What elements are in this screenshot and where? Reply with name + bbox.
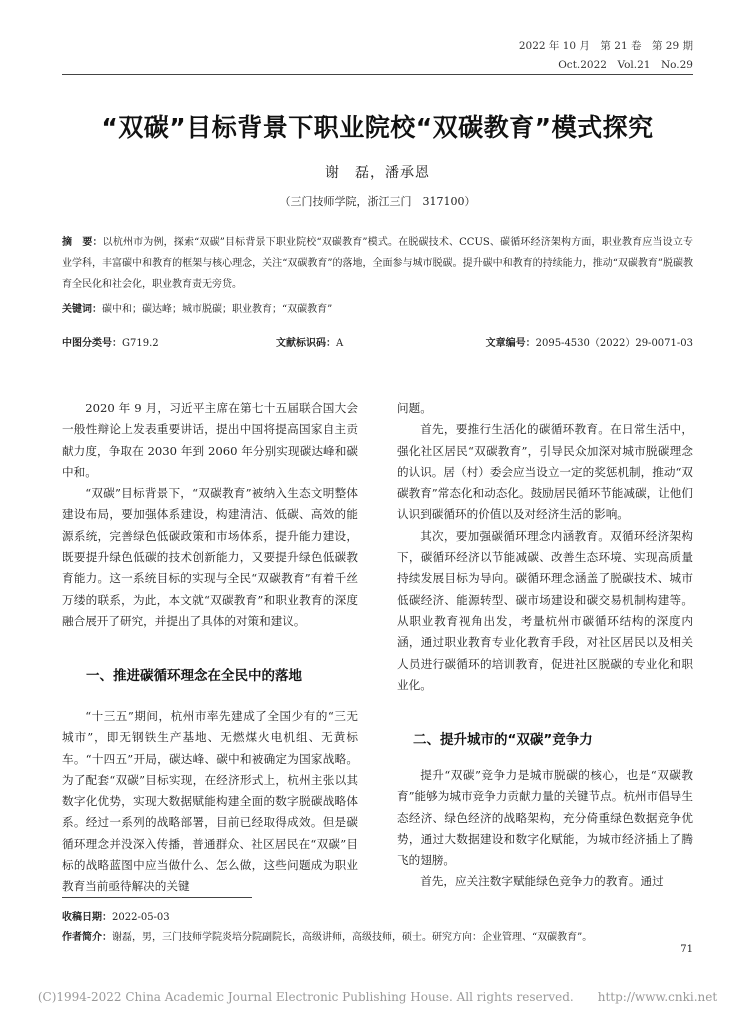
document-code: [276, 334, 343, 349]
abstract: [62, 232, 693, 295]
received-value: 2022-05-03: [112, 912, 170, 923]
keywords: [62, 300, 332, 315]
received-label: 收稿日期：: [62, 912, 112, 923]
left-column-intro: [62, 398, 358, 632]
section-heading-1: 一、推进碳循环理念在全民中的落地: [86, 668, 302, 684]
authors: 谢 磊，潘承恩: [325, 165, 430, 181]
paper-title: “双碳”目标背景下职业院校“双碳教育”模式探究: [101, 113, 654, 142]
author-bio: [62, 928, 592, 943]
abstract-label: 摘 要：: [62, 237, 103, 248]
right-column-body: [397, 765, 693, 893]
keywords-text: 碳中和；碳达峰；城市脱碳；职业教育；“双碳教育”: [102, 304, 333, 315]
footnote-rule: [62, 897, 252, 898]
clc-number: [62, 334, 159, 349]
bio-value: 谢磊，男，三门技师学院炎培分院副院长，高级讲师，高级技师，硕士。研究方向：企业管理、“双碳教育”。: [112, 932, 593, 943]
paragraph: 首先，应关注数字赋能绿色竞争力的教育。通过: [420, 874, 664, 889]
doc-value: A: [336, 338, 344, 349]
abstract-text: 以杭州市为例，探索“双碳”目标背景下职业院校“双碳教育”模式。在脱碳技术、CCUS、碳循环经济架构方面，职业教育应当设立专业学科，丰富碳中和教育的框架与核心理念，关注“双碳教育”的落地，全面参与城市脱碳。提升碳中和教育的持续能力，推动“双碳教育”脱碳教育全民化和社会化，职业教育责无旁贷。: [62, 237, 694, 290]
art-value: 2095-4530（2022）29-0071-03: [535, 338, 693, 349]
bio-label: 作者简介：: [62, 932, 112, 943]
paragraph: 首先，要推行生活化的碳循环教育。在日常生活中，强化社区居民“双碳教育”，引导民众加深对城市脱碳理念的认识。居（村）委会应当设立一定的奖惩机制，推动“双碳教育”常态化和动态化。鼓励居民循环节能减碳，让他们认识到碳循环的价值以及对经济生活的影响。: [397, 422, 693, 522]
left-column-body: [62, 706, 358, 898]
journal-issue-cn: 2022 年 10 月 第 21 卷 第 29 期: [518, 40, 693, 52]
affiliation: （三门技师学院，浙江三门 317100）: [279, 195, 476, 208]
copyright-notice: (C)1994-2022 China Academic Journal Electronic Publishing House. All rights reserved. http://www.cnki.net: [37, 990, 718, 1004]
paragraph: “双碳”目标背景下，“双碳教育”被纳入生态文明整体建设布局，要加强体系建设，构建清洁、低碳、高效的能源系统，完善绿色低碳政策和市场体系，提升能力建设，既要提升绿色低碳的技术创新能力，又要提升绿色低碳教育能力。这一系统目标的实现与全民“双碳教育”有着千丝万缕的联系，为此，本文就“双碳教育”和职业教育的深度融合展开了研究，并提出了具体的对策和建议。: [62, 486, 358, 628]
section-heading-2: 二、提升城市的“双碳”竞争力: [413, 732, 593, 748]
paragraph: “十三五”期间，杭州市率先建成了全国少有的“三无城市”，即无钢铁生产基地、无燃煤火电机组、无黄标车。“十四五”开局，碳达峰、碳中和被确定为国家战略。为了配套“双碳”目标实现，在经济形式上，杭州主张以其数字化优势，实现大数据赋能构建全面的数字脱碳战略体系。经过一系列的战略部署，目前已经取得成效。但是碳循环理念并没深入传播，普通群众、社区居民在“双碳”目标的战略蓝图中应当做什么、怎么做，这些问题成为职业教育当前亟待解决的关键: [62, 709, 358, 894]
paragraph: 提升“双碳”竞争力是城市脱碳的核心，也是“双碳教育”能够为城市竞争力贡献力量的关键节点。杭州市倡导生态经济、绿色经济的战略架构，充分倚重绿色数据竞争优势，通过大数据建设和数字化赋能，为城市经济插上了腾飞的翅膀。: [397, 768, 693, 868]
article-number: [486, 334, 693, 349]
paragraph: 问题。: [397, 401, 432, 415]
header-rule: [62, 74, 693, 75]
page-number: 71: [680, 944, 693, 955]
paragraph: 其次，要加强碳循环理念内涵教育。双循环经济架构下，碳循环经济以节能减碳、改善生态环境、实现高质量持续发展目标为导向。碳循环理念涵盖了脱碳技术、城市低碳经济、能源转型、碳市场建设和碳交易机制构建等。从职业教育视角出发，考量杭州市碳循环结构的深度内涵，通过职业教育专业化教育手段，对社区居民以及相关人员进行碳循环的培训教育，促进社区脱碳的专业化和职业化。: [397, 528, 693, 692]
paragraph: 2020 年 9 月，习近平主席在第七十五届联合国大会一般性辩论上发表重要讲话，提出中国将提高国家自主贡献力度，争取在 2030 年到 2060 年分别实现碳达峰和碳中和。: [62, 401, 358, 479]
clc-value: G719.2: [122, 338, 159, 349]
received-date: [62, 908, 170, 923]
clc-label: 中图分类号：: [62, 338, 122, 349]
art-label: 文章编号：: [485, 338, 536, 349]
doc-label: 文献标识码：: [276, 338, 336, 349]
right-column-top: [397, 398, 693, 696]
journal-issue-en: Oct.2022 Vol.21 No.29: [558, 59, 693, 71]
keywords-label: 关键词：: [62, 304, 102, 315]
